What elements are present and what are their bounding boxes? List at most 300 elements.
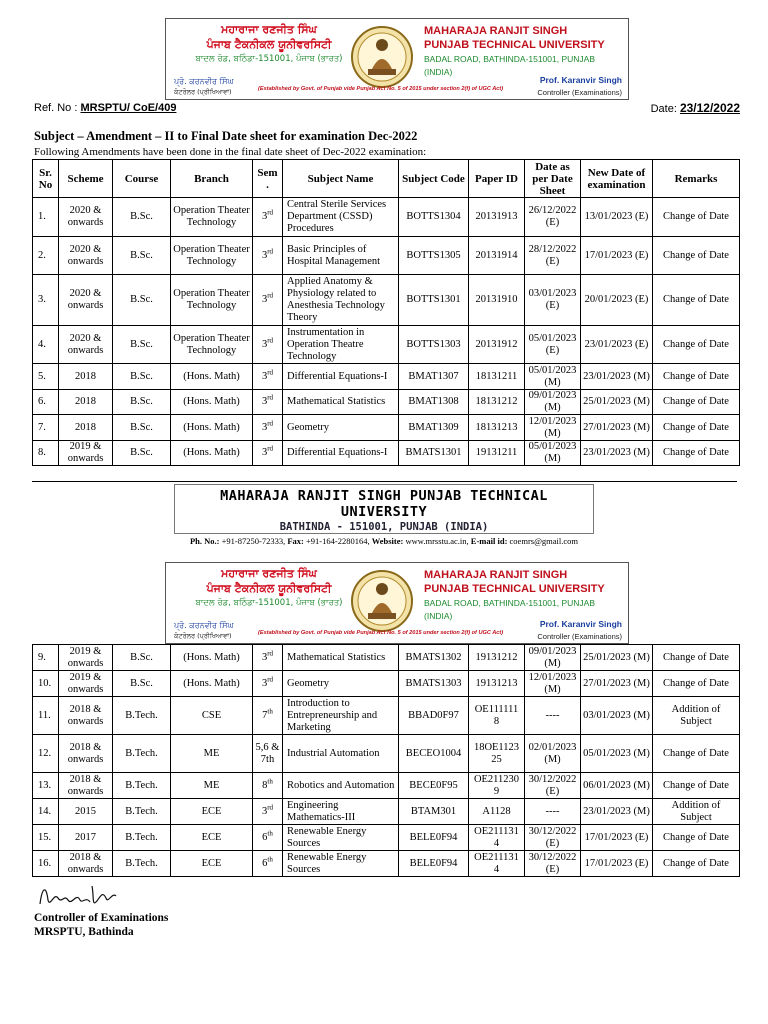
cell-date-per-sheet [525, 671, 581, 697]
table-row [33, 198, 740, 237]
sem-suffix: rd [267, 675, 274, 683]
header-date-per-sheet: Date as per Date Sheet [525, 160, 581, 198]
cell-sem-text: 3 [261, 447, 268, 458]
cell-subject-name-text: Industrial Automation [287, 747, 380, 759]
cell-branch-text: (Hons. Math) [183, 651, 240, 663]
letterhead-top [165, 18, 629, 100]
fax-value: +91-164-2280164, [305, 536, 370, 546]
cell-scheme [59, 326, 113, 364]
cell-new-date-text: 27/01/2023 (M) [583, 677, 650, 689]
cell-date-per-sheet [525, 799, 581, 825]
cell-subject-code-text: BBAD0F97 [408, 709, 459, 721]
cell-course [113, 275, 171, 326]
cell-scheme [59, 773, 113, 799]
cell-new-date [581, 735, 653, 773]
cell-course-text: B.Sc. [130, 396, 153, 407]
cell-sem-text: 8 [262, 779, 268, 791]
separator-line [32, 481, 737, 482]
header-subject-name: Subject Name [283, 160, 399, 198]
cell-course-text: B.Tech. [125, 779, 158, 791]
cell-sr-text: 8. [38, 447, 46, 458]
datesheet-table-1 [32, 159, 740, 466]
cell-new-date-text: 06/01/2023 (M) [583, 779, 650, 791]
cell-branch [171, 364, 253, 390]
website-link[interactable]: www.mrsstu.ac.in, [405, 536, 469, 546]
cell-sem [253, 773, 283, 799]
cell-sr-text: 13. [38, 779, 52, 791]
cell-sem [253, 825, 283, 851]
cell-branch-text: Operation Theater Technology [173, 288, 250, 311]
cell-subject-code [399, 645, 469, 671]
fax-label: Fax: [287, 536, 304, 546]
cell-remarks [653, 441, 740, 466]
cell-course [113, 415, 171, 441]
cell-course-text: B.Tech. [125, 747, 158, 759]
cell-sem [253, 390, 283, 415]
cell-remarks-text: Change of Date [663, 677, 729, 689]
cell-subject-code [399, 735, 469, 773]
cell-date-per-sheet-text: 05/01/2023 (M) [528, 364, 577, 388]
cell-remarks [653, 364, 740, 390]
cell-subject-code [399, 415, 469, 441]
cell-branch [171, 697, 253, 735]
sem-suffix: rd [267, 803, 274, 811]
table-row [33, 441, 740, 466]
cell-subject-name [283, 671, 399, 697]
sem-suffix: rd [267, 444, 274, 453]
cell-paper-id-text: 20131912 [475, 338, 518, 350]
punjabi-prof: ਪ੍ਰੋ. ਕਰਨਵੀਰ ਸਿੰਘ [174, 621, 234, 630]
cell-subject-code-text: BELE0F94 [409, 831, 458, 843]
cell-date-per-sheet-text: 03/01/2023 (E) [528, 288, 577, 311]
cell-branch [171, 390, 253, 415]
cell-paper-id-text: OE211230 9 [473, 773, 520, 797]
header-branch: Branch [171, 160, 253, 198]
cell-new-date-text: 23/01/2023 (M) [583, 447, 650, 458]
cell-scheme [59, 825, 113, 851]
table-header-row [33, 160, 740, 198]
cell-subject-code-text: BOTTS1305 [406, 249, 461, 261]
cell-sem-text: 3 [261, 249, 268, 261]
cell-sr [33, 825, 59, 851]
english-name-line1: MAHARAJA RANJIT SINGH [424, 569, 568, 581]
established-note: (Established by Govt. of Punjab vide Punjab Act No. 5 of 2015 under section 2(f) of UGC Act) [258, 86, 504, 92]
sem-suffix: rd [267, 247, 274, 255]
cell-new-date [581, 237, 653, 275]
english-address: BADAL ROAD, BATHINDA-151001, PUNJAB (INDIA) [424, 598, 596, 621]
punjabi-controller: ਕੰਟਰੋਲਰ (ਪ੍ਰੀਖਿਆਵਾਂ) [174, 632, 232, 640]
cell-sem [253, 799, 283, 825]
cell-date-per-sheet [525, 326, 581, 364]
cell-subject-code [399, 773, 469, 799]
cell-remarks [653, 275, 740, 326]
cell-course-text: B.Sc. [130, 677, 153, 689]
cell-sr-text: 10. [38, 677, 52, 689]
cell-scheme [59, 275, 113, 326]
cell-branch-text: CSE [201, 709, 222, 721]
date-label: Date: [650, 103, 677, 115]
cell-remarks [653, 851, 740, 877]
ref-value: MRSPTU/ CoE/409 [80, 102, 177, 114]
cell-subject-name [283, 441, 399, 466]
date-value: 23/12/2022 [679, 101, 740, 115]
ref-label: Ref. No : [34, 102, 78, 114]
intro-text: Following Amendments have been done in the final date sheet of Dec-2022 examination: [34, 146, 427, 158]
table-row [33, 364, 740, 390]
header-scheme: Scheme [59, 160, 113, 198]
cell-course-text: B.Sc. [130, 370, 153, 382]
cell-remarks-text: Change of Date [663, 447, 729, 458]
punjabi-name-line1: ਮਹਾਰਾਜਾ ਰਣਜੀਤ ਸਿੰਘ [221, 567, 317, 580]
footer-contact [175, 536, 593, 546]
cell-subject-name [283, 198, 399, 237]
punjabi-address: ਬਾਦਲ ਰੋਡ, ਬਠਿੰਡਾ-151001, ਪੰਜਾਬ (ਭਾਰਤ) [195, 598, 343, 608]
cell-course [113, 237, 171, 275]
cell-paper-id-text: 18OE1123 25 [473, 741, 520, 765]
cell-new-date-text: 17/01/2023 (E) [584, 831, 649, 843]
cell-sem [253, 237, 283, 275]
cell-scheme-text: 2017 [75, 831, 96, 843]
cell-paper-id [469, 799, 525, 825]
cell-scheme-text: 2019 & onwards [67, 441, 104, 464]
cell-subject-code [399, 825, 469, 851]
cell-subject-name [283, 645, 399, 671]
cell-remarks-text: Change of Date [663, 370, 729, 382]
email-link[interactable]: coemrs@gmail.com [509, 536, 579, 546]
cell-subject-code-text: BMAT1309 [408, 421, 459, 433]
cell-scheme [59, 198, 113, 237]
table-row [33, 390, 740, 415]
cell-date-per-sheet-text: 30/12/2022 (E) [528, 773, 577, 797]
cell-scheme [59, 851, 113, 877]
cell-date-per-sheet-text: 12/01/2023 (M) [528, 415, 577, 439]
cell-branch [171, 825, 253, 851]
cell-course-text: B.Sc. [130, 421, 153, 433]
cell-subject-code-text: BECEO1004 [405, 747, 462, 759]
cell-sr [33, 415, 59, 441]
cell-subject-name-text: Renewable Energy Sources [287, 851, 367, 875]
table-row [33, 671, 740, 697]
signoff-title: Controller of Examinations [34, 912, 169, 924]
cell-paper-id-text: 20131910 [475, 294, 518, 305]
cell-scheme [59, 364, 113, 390]
cell-new-date-text: 25/01/2023 (M) [583, 651, 650, 663]
cell-subject-code-text: BECE0F95 [409, 779, 458, 791]
cell-course [113, 198, 171, 237]
cell-paper-id [469, 326, 525, 364]
cell-course-text: B.Tech. [125, 709, 158, 721]
cell-subject-name [283, 237, 399, 275]
cell-remarks [653, 735, 740, 773]
cell-paper-id [469, 364, 525, 390]
cell-sr [33, 198, 59, 237]
cell-paper-id [469, 671, 525, 697]
cell-subject-name-text: Mathematical Statistics [287, 651, 386, 663]
cell-scheme-text: 2020 & onwards [67, 243, 104, 267]
cell-branch-text: ECE [201, 805, 222, 817]
cell-sr-text: 7. [38, 421, 46, 433]
header-paper-id: Paper ID [469, 160, 525, 198]
cell-remarks-text: Addition of Subject [671, 799, 721, 823]
cell-sr [33, 237, 59, 275]
cell-course [113, 697, 171, 735]
cell-sem [253, 697, 283, 735]
english-address: BADAL ROAD, BATHINDA-151001, PUNJAB (INDIA) [424, 54, 596, 77]
cell-subject-name [283, 851, 399, 877]
cell-remarks [653, 825, 740, 851]
cell-subject-name-text: Mathematical Statistics [287, 396, 386, 407]
cell-sem [253, 671, 283, 697]
cell-branch-text: ME [203, 779, 220, 791]
cell-scheme-text: 2018 [75, 370, 96, 382]
cell-sem [253, 275, 283, 326]
cell-course-text: B.Sc. [130, 294, 153, 305]
cell-new-date-text: 13/01/2023 (E) [584, 211, 649, 222]
cell-sem-text: 3 [261, 338, 268, 350]
cell-paper-id [469, 441, 525, 466]
cell-date-per-sheet-text: 30/12/2022 (E) [528, 851, 577, 875]
cell-sem [253, 198, 283, 237]
cell-course [113, 851, 171, 877]
cell-date-per-sheet [525, 390, 581, 415]
cell-subject-name [283, 364, 399, 390]
cell-remarks-text: Change of Date [663, 831, 729, 843]
cell-remarks [653, 671, 740, 697]
cell-subject-code-text: BOTTS1304 [406, 211, 461, 222]
cell-sr-text: 2. [38, 249, 46, 261]
cell-scheme [59, 799, 113, 825]
cell-scheme-text: 2018 [75, 421, 96, 433]
cell-new-date [581, 645, 653, 671]
cell-new-date [581, 390, 653, 415]
cell-subject-name-text: Basic Principles of Hospital Management [287, 243, 381, 267]
cell-sr-text: 11. [38, 709, 51, 721]
cell-sem-text: 3 [261, 211, 268, 222]
cell-paper-id-text: 20131913 [475, 211, 518, 222]
header-sr: Sr. No [33, 160, 59, 198]
cell-sr-text: 15. [38, 831, 52, 843]
table-body-1 [33, 198, 740, 466]
cell-subject-name-text: Applied Anatomy & Physiology related to Anesthesia Technology Theory [287, 276, 385, 323]
university-emblem-icon [350, 569, 414, 633]
cell-course-text: B.Sc. [130, 338, 153, 350]
doc-date [651, 101, 740, 115]
cell-scheme-text: 2020 & onwards [67, 332, 104, 356]
controller-title: Controller (Examinations) [537, 632, 622, 641]
cell-paper-id [469, 773, 525, 799]
punjabi-name-line2: ਪੰਜਾਬ ਟੈਕਨੀਕਲ ਯੂਨੀਵਰਸਿਟੀ [206, 38, 332, 51]
header-sem: Sem . [253, 160, 283, 198]
cell-subject-code [399, 441, 469, 466]
cell-remarks-text: Change of Date [663, 779, 729, 791]
header-remarks: Remarks [653, 160, 740, 198]
website-label: Website: [371, 536, 404, 546]
cell-new-date [581, 441, 653, 466]
cell-sem [253, 645, 283, 671]
cell-scheme-text: 2020 & onwards [67, 288, 104, 311]
cell-subject-code [399, 198, 469, 237]
cell-remarks-text: Change of Date [663, 651, 729, 663]
cell-sr [33, 697, 59, 735]
cell-scheme [59, 697, 113, 735]
footer-title: MAHARAJA RANJIT SINGH PUNJAB TECHNICAL UNIVERSITY [220, 488, 548, 520]
cell-scheme [59, 645, 113, 671]
cell-scheme-text: 2015 [75, 805, 96, 817]
cell-subject-name-text: Differential Equations-I [287, 370, 388, 382]
cell-sem-text: 3 [261, 421, 268, 433]
cell-new-date [581, 671, 653, 697]
cell-branch-text: ECE [201, 857, 222, 869]
cell-paper-id-text: 19131211 [475, 447, 518, 458]
cell-new-date-text: 27/01/2023 (M) [583, 421, 650, 433]
cell-branch [171, 851, 253, 877]
cell-course [113, 326, 171, 364]
cell-sr-text: 12. [38, 747, 52, 759]
cell-remarks [653, 237, 740, 275]
cell-date-per-sheet [525, 415, 581, 441]
cell-subject-code-text: BOTTS1301 [406, 294, 461, 305]
controller-title: Controller (Examinations) [537, 88, 622, 97]
cell-branch-text: Operation Theater Technology [173, 332, 250, 356]
cell-date-per-sheet-text: 09/01/2023 (M) [528, 645, 577, 669]
cell-subject-code [399, 364, 469, 390]
university-footer [174, 484, 594, 546]
cell-paper-id [469, 645, 525, 671]
cell-subject-name [283, 697, 399, 735]
cell-scheme-text: 2019 & onwards [67, 671, 104, 695]
letterhead-punjabi-block [174, 22, 364, 66]
sem-suffix: th [267, 707, 273, 715]
cell-paper-id-text: 19131213 [475, 677, 518, 689]
cell-date-per-sheet [525, 645, 581, 671]
cell-sem [253, 735, 283, 773]
prof-name: Prof. Karanvir Singh [539, 75, 622, 85]
cell-new-date [581, 697, 653, 735]
header-new-date: New Date of examination [581, 160, 653, 198]
cell-sr [33, 645, 59, 671]
cell-course-text: B.Tech. [125, 831, 158, 843]
cell-new-date [581, 326, 653, 364]
cell-remarks [653, 645, 740, 671]
cell-branch-text: (Hons. Math) [183, 370, 240, 382]
cell-course-text: B.Sc. [130, 249, 153, 261]
cell-sem-text: 6 [262, 831, 268, 843]
prof-name: Prof. Karanvir Singh [539, 619, 622, 629]
cell-subject-code-text: BOTTS1303 [406, 338, 461, 350]
cell-date-per-sheet-text: 28/12/2022 (E) [528, 243, 577, 267]
cell-new-date-text: 05/01/2023 (M) [583, 747, 650, 759]
letterhead-english-block [424, 24, 624, 79]
cell-paper-id [469, 735, 525, 773]
cell-remarks-text: Change of Date [663, 747, 729, 759]
cell-subject-name [283, 275, 399, 326]
cell-sr-text: 1. [38, 211, 46, 222]
cell-sr-text: 14. [38, 805, 52, 817]
cell-remarks [653, 799, 740, 825]
cell-new-date [581, 364, 653, 390]
cell-subject-name-text: Engineering Mathematics-III [287, 799, 356, 823]
punjabi-name-line2: ਪੰਜਾਬ ਟੈਕਨੀਕਲ ਯੂਨੀਵਰਸਿਟੀ [206, 582, 332, 595]
cell-remarks-text: Addition of Subject [671, 703, 721, 727]
cell-date-per-sheet [525, 198, 581, 237]
cell-remarks [653, 773, 740, 799]
cell-paper-id [469, 825, 525, 851]
cell-new-date [581, 825, 653, 851]
cell-paper-id [469, 275, 525, 326]
table-row [33, 415, 740, 441]
cell-course-text: B.Sc. [130, 651, 153, 663]
table-row [33, 275, 740, 326]
cell-subject-code-text: BMATS1301 [405, 447, 462, 458]
cell-sr [33, 851, 59, 877]
table-row [33, 697, 740, 735]
cell-sem [253, 851, 283, 877]
cell-new-date [581, 275, 653, 326]
cell-date-per-sheet [525, 364, 581, 390]
cell-scheme-text: 2019 & onwards [67, 645, 104, 669]
sem-suffix: rd [267, 291, 274, 300]
sem-suffix: rd [267, 419, 274, 427]
cell-course [113, 799, 171, 825]
cell-branch-text: Operation Theater Technology [173, 243, 250, 267]
cell-course-text: B.Tech. [125, 805, 158, 817]
cell-subject-code [399, 275, 469, 326]
cell-subject-code [399, 697, 469, 735]
cell-date-per-sheet-text: 09/01/2023 (M) [528, 390, 577, 413]
cell-course-text: B.Tech. [125, 857, 158, 869]
cell-remarks-text: Change of Date [663, 421, 729, 433]
cell-sem-text: 5,6 & 7th [255, 741, 280, 765]
cell-subject-name [283, 390, 399, 415]
cell-new-date [581, 198, 653, 237]
cell-paper-id-text: OE211131 4 [474, 825, 519, 849]
cell-course [113, 735, 171, 773]
cell-date-per-sheet [525, 773, 581, 799]
cell-sr-text: 3. [38, 294, 46, 305]
cell-date-per-sheet [525, 697, 581, 735]
cell-branch-text: (Hons. Math) [183, 421, 240, 433]
phone-label: Ph. No.: [189, 536, 220, 546]
cell-sr [33, 773, 59, 799]
cell-scheme [59, 237, 113, 275]
sem-suffix: rd [267, 336, 274, 344]
cell-date-per-sheet-text: 05/01/2023 (E) [528, 332, 577, 356]
punjabi-prof: ਪ੍ਰੋ. ਕਰਨਵੀਰ ਸਿੰਘ [174, 77, 234, 86]
cell-subject-name-text: Robotics and Automation [287, 779, 395, 791]
cell-new-date-text: 17/01/2023 (E) [584, 857, 649, 869]
cell-remarks-text: Change of Date [663, 396, 729, 407]
cell-branch [171, 275, 253, 326]
cell-remarks [653, 415, 740, 441]
cell-sr-text: 16. [38, 857, 52, 869]
cell-subject-code [399, 799, 469, 825]
cell-subject-code [399, 390, 469, 415]
sem-suffix: th [267, 777, 273, 785]
cell-subject-name [283, 735, 399, 773]
cell-branch [171, 799, 253, 825]
cell-sem-text: 3 [261, 651, 268, 663]
cell-course [113, 390, 171, 415]
cell-sr [33, 735, 59, 773]
cell-branch-text: (Hons. Math) [183, 396, 240, 407]
cell-paper-id [469, 415, 525, 441]
cell-subject-name [283, 415, 399, 441]
cell-branch [171, 735, 253, 773]
cell-sr [33, 326, 59, 364]
established-note: (Established by Govt. of Punjab vide Punjab Act No. 5 of 2015 under section 2(f) of UGC Act) [258, 630, 504, 636]
table-row [33, 735, 740, 773]
cell-sr-text: 4. [38, 338, 46, 350]
